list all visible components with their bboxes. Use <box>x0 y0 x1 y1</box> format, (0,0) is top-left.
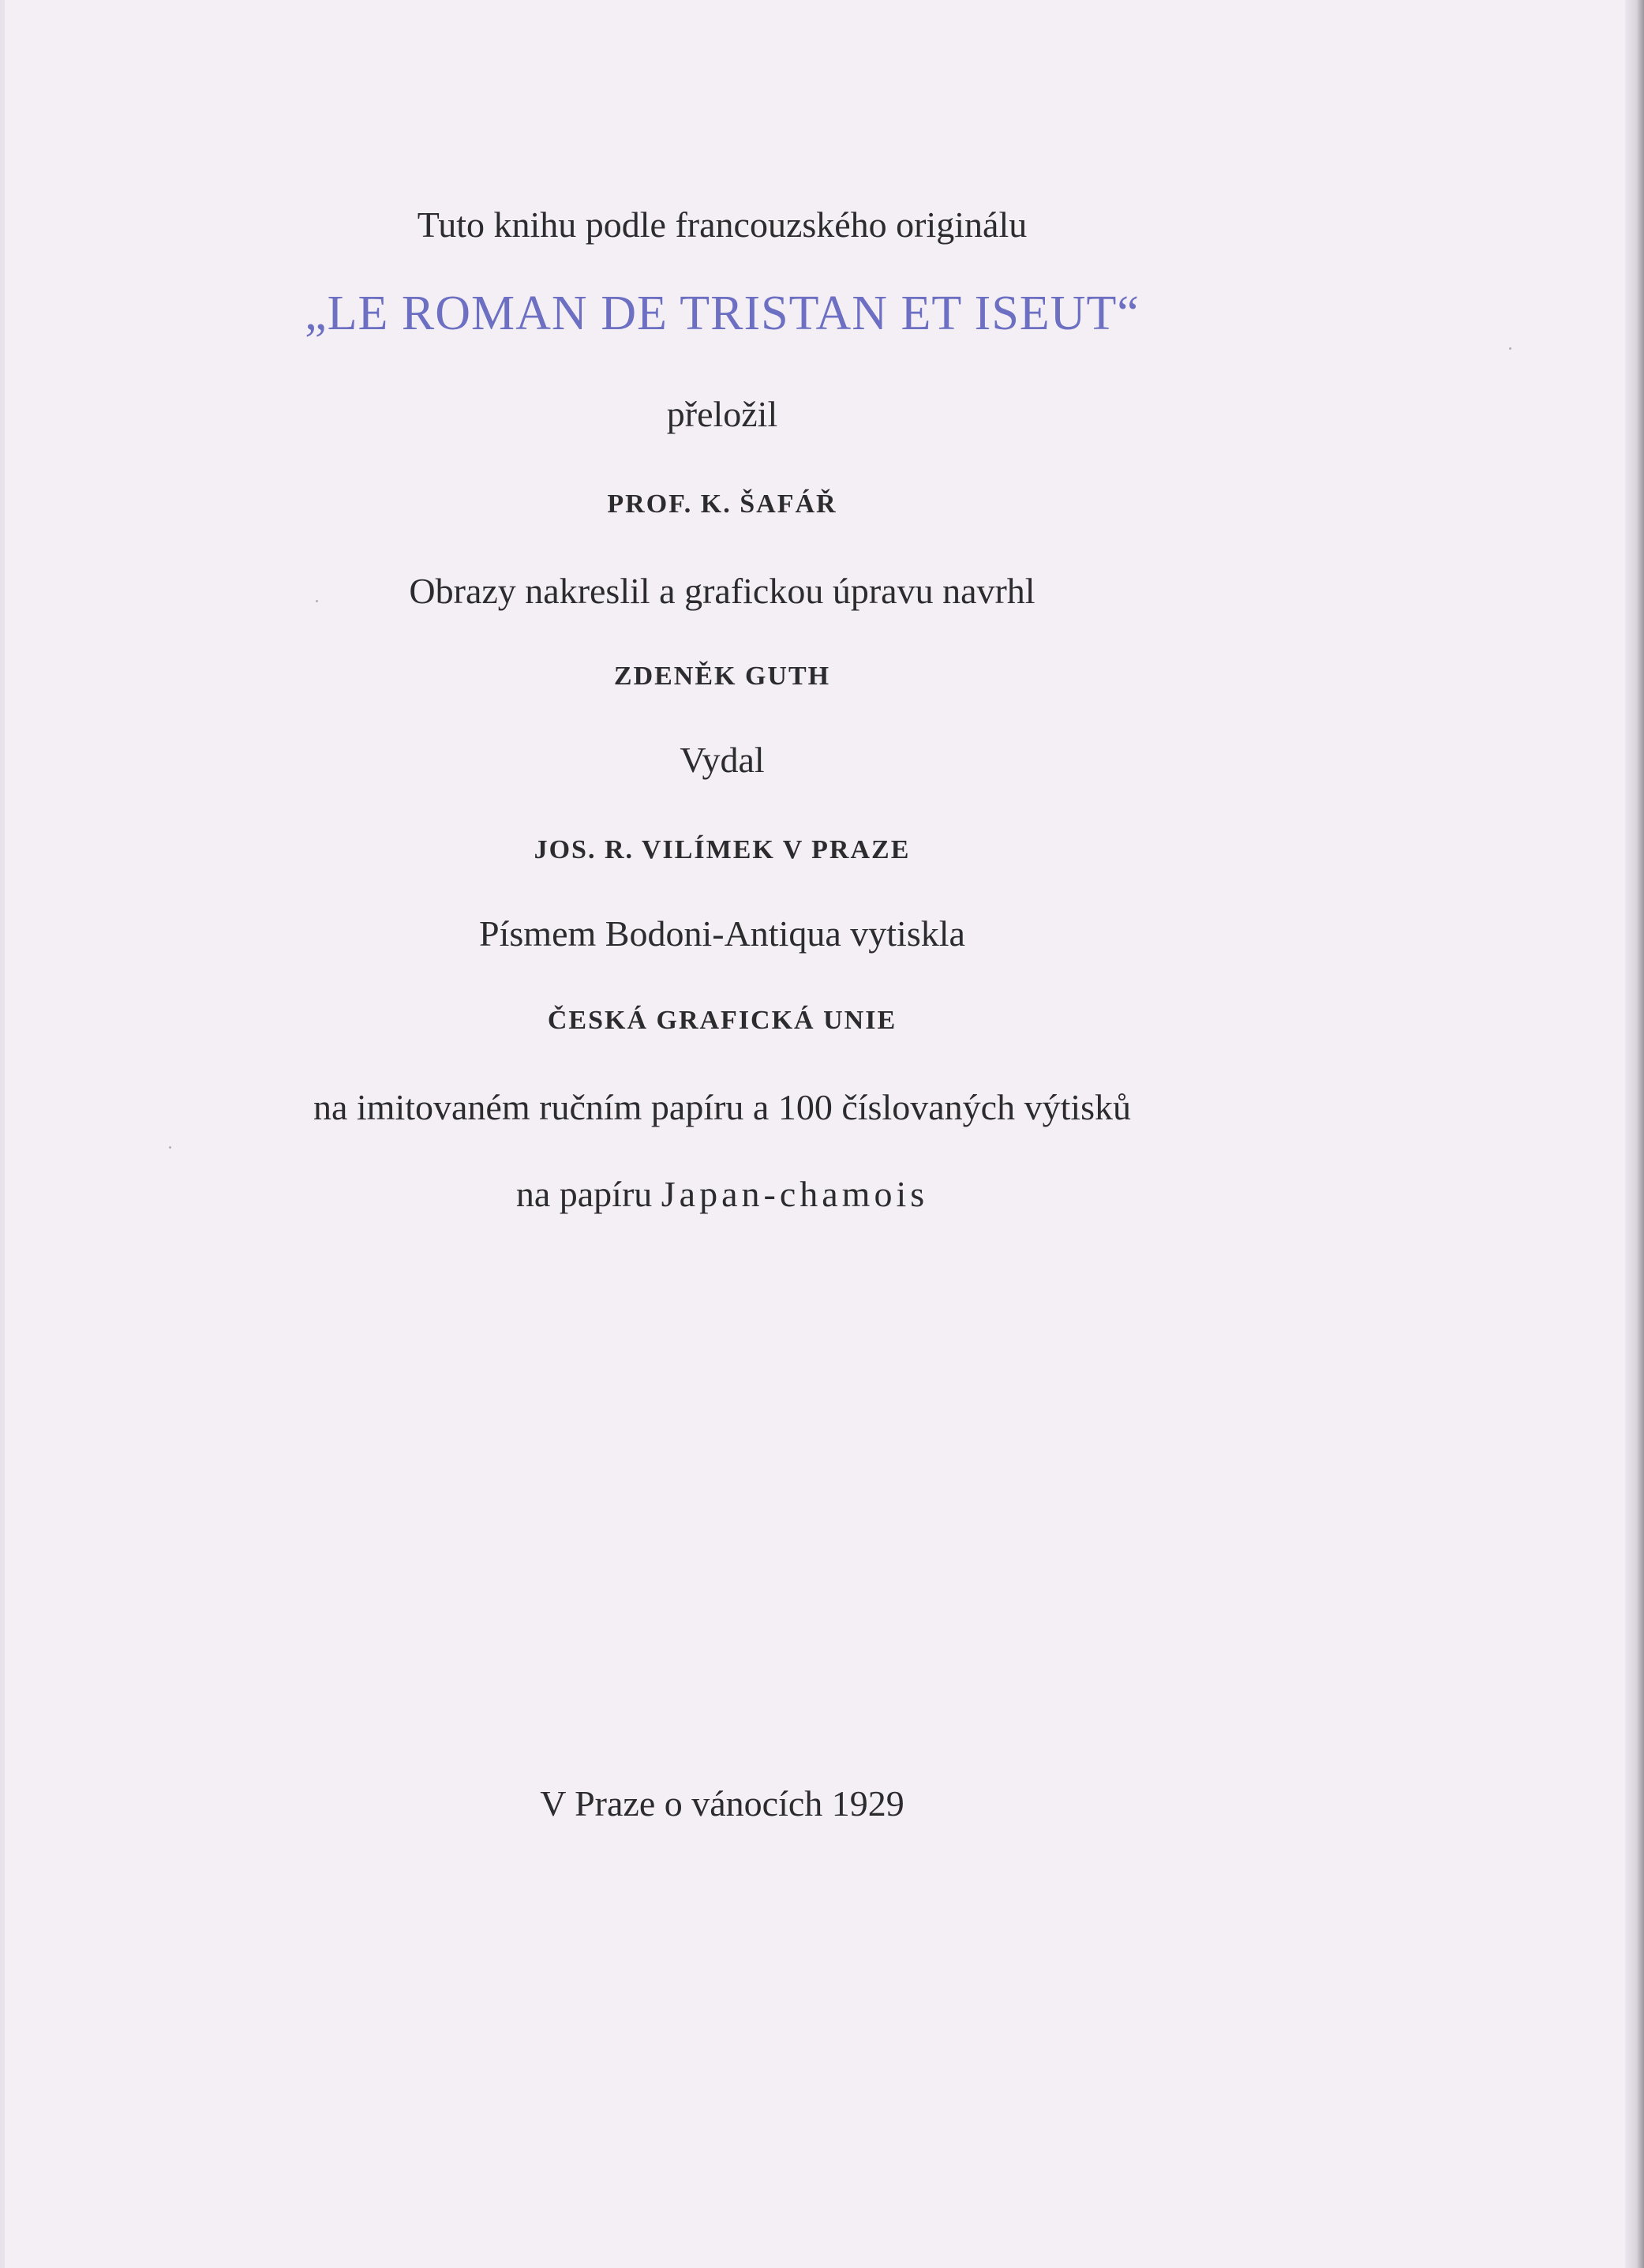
paper-prefix: na papíru <box>515 1174 653 1214</box>
paper-speck <box>316 600 318 602</box>
place-date: V Praze o vánocích 1929 <box>540 1783 904 1824</box>
typeface-label: Písmem Bodoni-Antiqua vytiskla <box>479 913 965 954</box>
paper-speck <box>1509 347 1511 350</box>
publisher-name: JOS. R. VILÍMEK V PRAZE <box>534 835 911 864</box>
paper-name: Japan-chamois <box>661 1174 929 1214</box>
translator-name: PROF. K. ŠAFÁŘ <box>607 489 837 519</box>
publisher-label: Vydal <box>680 740 765 780</box>
paper-line <box>0 1173 1444 1215</box>
paper-speck <box>169 1146 171 1149</box>
intro-line: Tuto knihu podle francouzského originálu <box>417 204 1028 245</box>
edition-line: na imitovaném ručním papíru a 100 číslovaných výtisků <box>313 1087 1132 1127</box>
translated-by-label: přeložil <box>666 394 778 434</box>
illustrations-label: Obrazy nakreslil a grafickou úpravu navrhl <box>409 571 1035 611</box>
book-title: „LE ROMAN DE TRISTAN ET ISEUT“ <box>305 287 1140 340</box>
printer-name: ČESKÁ GRAFICKÁ UNIE <box>547 1006 897 1035</box>
illustrator-name: ZDENĚK GUTH <box>613 662 831 691</box>
